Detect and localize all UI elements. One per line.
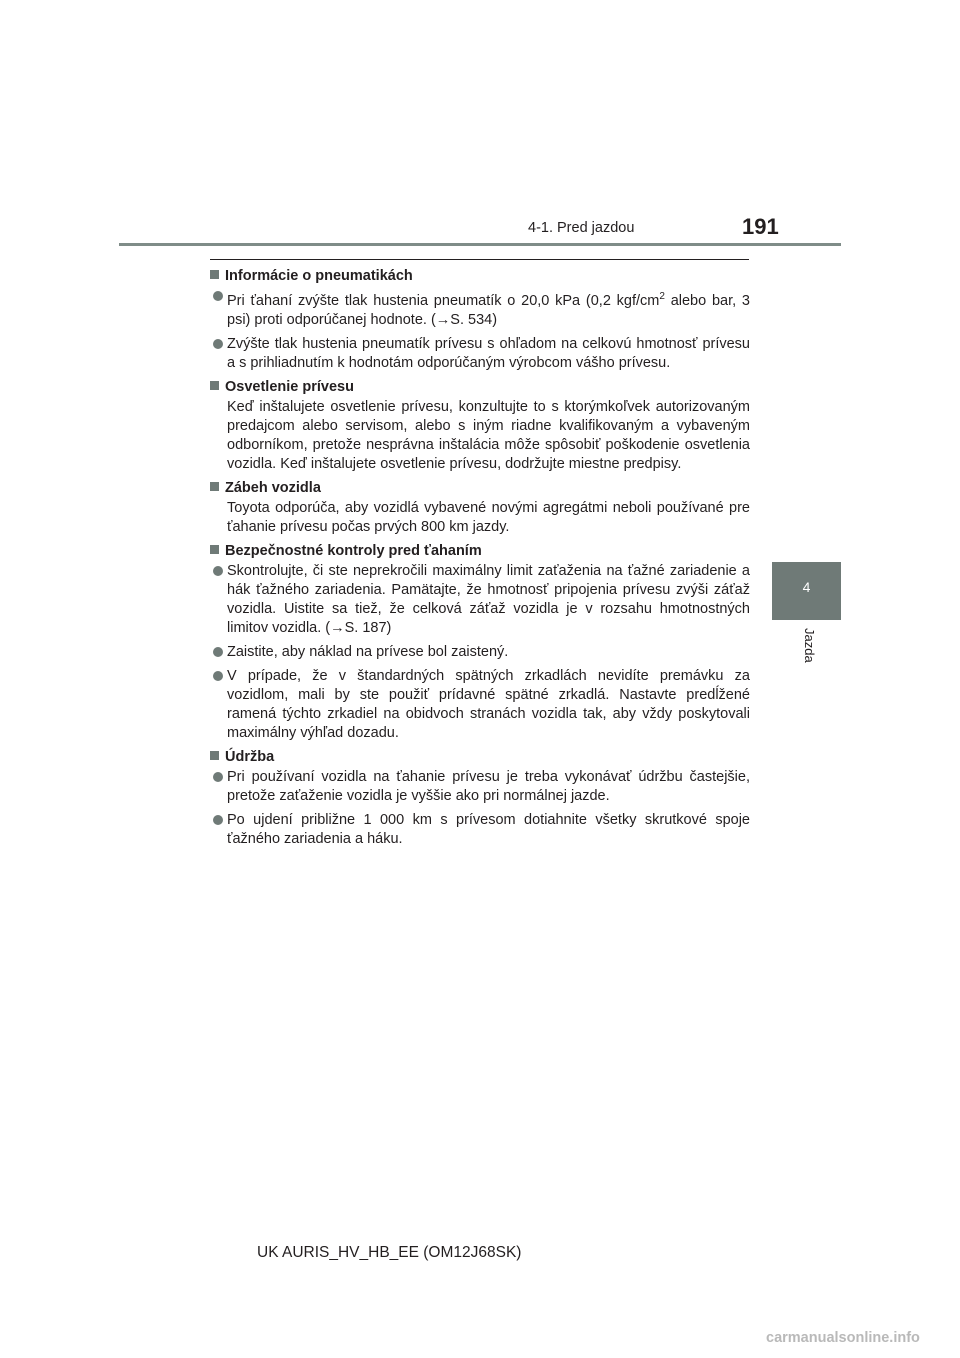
- list-item: [210, 562, 750, 638]
- section-trailer-lights: [210, 378, 750, 474]
- section-title: Zábeh vozidla: [225, 479, 321, 496]
- section-paragraph: Keď inštalujete osvetlenie prívesu, konzultujte to s ktorýmkoľvek autorizovaným predajcom alebo servisom, alebo s iným riadne kvalifikovaným a vybaveným odborníkom, pretože nesprávna inštalácia môže spôsobiť poškodenie osvetlenia vozidla. Keď inštalujete osvetlenie prívesu, dodržujte miestne predpisy.: [227, 398, 750, 472]
- list-item-text: Pri ťahaní zvýšte tlak hustenia pneumatík o 20,0 kPa (0,2 kgf/$cm^2$ alebo bar, 3 psi) proti odporúčanej hodnote. (→S. 534): [227, 291, 750, 328]
- circle-bullet-icon: [213, 291, 223, 301]
- page-number: 191: [742, 214, 779, 239]
- list-item-text: V prípade, že v štandardných spätných zrkadlách nevidíte premávku za vozidlom, mali by ste použiť prídavné spätné zrkadlá. Nastavte predĺžené ramená týchto zrkadiel na obidvoch stranách vozidla tak, aby vždy poskytovali maximálny výhľad dozadu.: [227, 667, 750, 741]
- section-break-in: [210, 479, 750, 537]
- chapter-tab-number: 4: [802, 579, 811, 595]
- list-item: [210, 287, 750, 330]
- circle-bullet-icon: [213, 671, 223, 681]
- manual-code-footer: UK AURIS_HV_HB_EE (OM12J68SK): [257, 1244, 522, 1261]
- list-item: [210, 811, 750, 849]
- list-item-text: Po ujdení približne 1 000 km s prívesom dotiahnite všetky skrutkové spoje ťažného zariadenia a háku.: [227, 811, 750, 847]
- section-title: Osvetlenie prívesu: [225, 378, 354, 395]
- list-item: [210, 335, 750, 373]
- square-bullet-icon: [210, 482, 219, 491]
- section-title: Bezpečnostné kontroly pred ťahaním: [225, 542, 482, 559]
- section-title: Údržba: [225, 748, 275, 765]
- chapter-tab-label: Jazda: [802, 628, 817, 663]
- list-item-text: Skontrolujte, či ste neprekročili maximálny limit zaťaženia na ťažné zariadenie a hák ťažného zariadenia. Pamätajte, že hmotnosť pripojenia prívesu zvýši záťaž vozidla. Uistite sa tiež, že celková záťaž vozidla je v rozsahu hmotnostných limitov vozidla. (→S. 187): [227, 562, 750, 636]
- list-item-text: Zvýšte tlak hustenia pneumatík prívesu s ohľadom na celkovú hmotnosť prívesu a s prihliadnutím k hodnotám odporúčaným výrobcom vášho prívesu.: [227, 335, 750, 371]
- chapter-header: 4-1. Pred jazdou: [528, 220, 635, 236]
- circle-bullet-icon: [213, 339, 223, 349]
- circle-bullet-icon: [213, 815, 223, 825]
- section-title: Informácie o pneumatikách: [225, 268, 413, 284]
- list-item-text: Pri používaní vozidla na ťahanie prívesu je treba vykonávať údržbu častejšie, pretože zaťaženie vozidla je vyššie ako pri normálnej jazde.: [227, 768, 750, 804]
- header-divider: [119, 243, 841, 246]
- chapter-tab[interactable]: [772, 562, 841, 620]
- circle-bullet-icon: [213, 772, 223, 782]
- list-item: [210, 667, 750, 743]
- list-item: [210, 768, 750, 806]
- circle-bullet-icon: [213, 647, 223, 657]
- section-paragraph: Toyota odporúča, aby vozidlá vybavené novými agregátmi neboli používané pre ťahanie prívesu počas prvých 800 km jazdy.: [227, 499, 750, 535]
- section-tire-info: [210, 267, 750, 373]
- square-bullet-icon: [210, 270, 219, 279]
- square-bullet-icon: [210, 381, 219, 390]
- list-item: [210, 643, 750, 662]
- list-item-text: Zaistite, aby náklad na prívese bol zaistený.: [227, 643, 509, 660]
- content-body: [210, 267, 750, 854]
- square-bullet-icon: [210, 545, 219, 554]
- content-divider: [210, 259, 749, 260]
- square-bullet-icon: [210, 751, 219, 760]
- watermark: carmanualsonline.info: [766, 1330, 920, 1346]
- circle-bullet-icon: [213, 566, 223, 576]
- section-maintenance: [210, 748, 750, 849]
- section-safety-checks: [210, 542, 750, 743]
